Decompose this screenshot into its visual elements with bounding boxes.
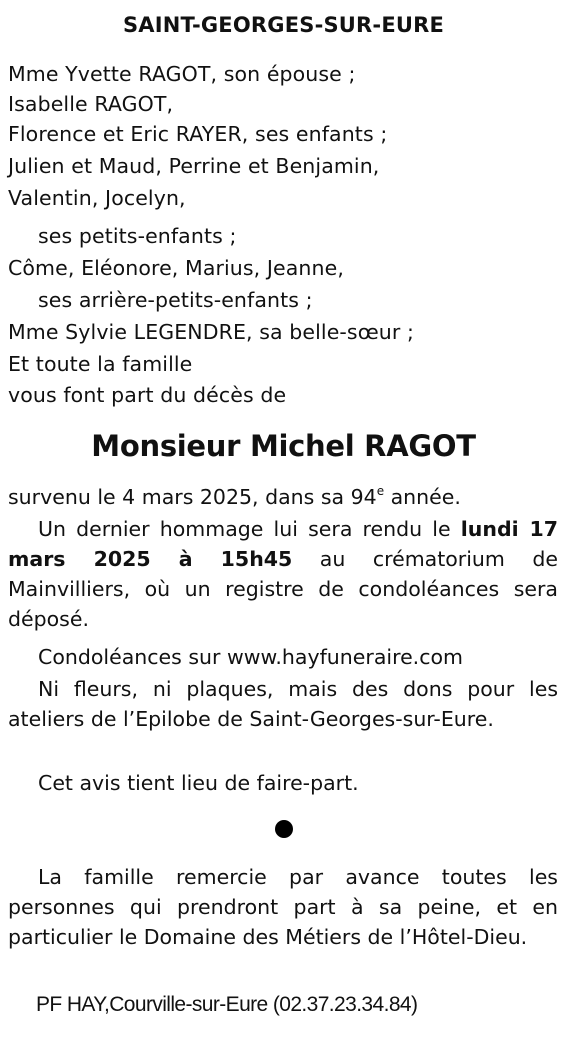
family-line: ses petits-enfants ;	[38, 224, 237, 248]
funeral-home-contact: PF HAY,Courville-sur-Eure (02.37.23.34.84)	[36, 993, 418, 1016]
fairepart-line: Cet avis tient lieu de faire-part.	[38, 771, 359, 795]
family-line: Côme, Eléonore, Marius, Jeanne,	[8, 256, 344, 280]
tribute-place: au crématorium de Mainvilliers, où un registre de condoléances sera déposé.	[8, 547, 558, 631]
death-date-suffix: année.	[384, 485, 461, 509]
deceased-name: Monsieur Michel RAGOT	[91, 429, 476, 463]
family-line: Julien et Maud, Perrine et Benjamin,	[8, 154, 380, 178]
family-line: Et toute la famille	[8, 352, 193, 376]
family-line: ses arrière-petits-enfants ;	[38, 288, 313, 312]
family-line: Isabelle RAGOT,	[8, 92, 174, 116]
family-line: vous font part du décès de	[8, 383, 287, 407]
separator-bullet	[275, 820, 293, 838]
family-line: Mme Yvette RAGOT, son épouse ;	[8, 62, 356, 86]
town-heading: SAINT-GEORGES-SUR-EURE	[122, 13, 445, 37]
family-line: Florence et Eric RAYER, ses enfants ;	[8, 122, 388, 146]
ordinal-suffix: e	[376, 484, 385, 498]
tribute-date: lundi 17 mars 2025 à 15h45	[8, 517, 558, 571]
condolences-line: Condoléances sur www.hayfuneraire.com	[38, 645, 463, 669]
thanks-paragraph: La famille remercie par avance toutes les personnes qui prendront part à sa peine, et en particulier le Domaine des Métiers de l’Hôtel-Dieu.	[8, 865, 558, 949]
family-line: Mme Sylvie LEGENDRE, sa belle-sœur ;	[8, 320, 415, 344]
flowers-paragraph: Ni fleurs, ni plaques, mais des dons pour les ateliers de l’Epilobe de Saint-Georges-sur-Eure.	[8, 677, 558, 731]
tribute-text: Un dernier hommage lui sera rendu le	[38, 517, 461, 541]
death-date-line	[8, 482, 558, 512]
family-line: Valentin, Jocelyn,	[8, 186, 186, 210]
death-date-text: survenu le 4 mars 2025, dans sa 94	[8, 485, 377, 509]
tribute-paragraph	[8, 514, 558, 634]
